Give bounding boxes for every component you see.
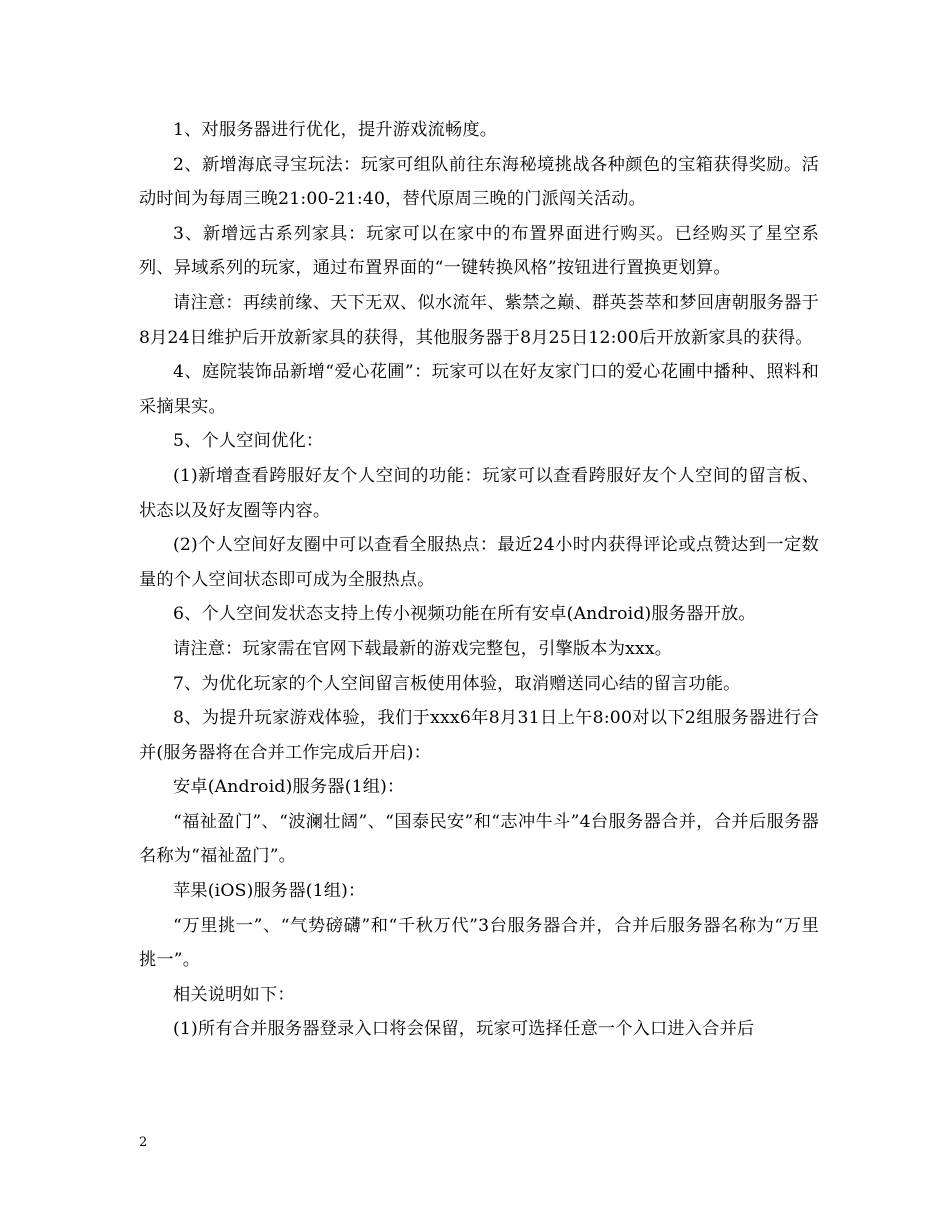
paragraph-notes-heading: 相关说明如下： [173,984,295,1005]
paragraph-personal-space: 5、个人空间优化： [173,431,324,452]
paragraph-android-merge: “福祉盈门”、“波澜壮阔”、“国泰民安”和“志冲牛斗”4台服务器合并，合并后服务器名称为“福祉盈门”。 [139,811,819,867]
paragraph-note-1: (1)所有合并服务器登录入口将会保留，玩家可选择任意一个入口进入合并后 [173,1019,755,1040]
paragraph-client-notice: 请注意：玩家需在官网下载最新的游戏完整包，引擎版本为xxx。 [173,638,673,659]
paragraph-ios-group: 苹果(iOS)服务器(1组)： [173,881,366,902]
paragraph-treasure-hunt: 2、新增海底寻宝玩法：玩家可组队前往东海秘境挑战各种颜色的宝箱获得奖励。活动时间为每周三晚21:00-21:40，替代原周三晚的门派闯关活动。 [139,154,819,210]
paragraph-server-merge: 8、为提升玩家游戏体验，我们于xxx6年8月31日上午8:00对以下2组服务器进行合并(服务器将在合并工作完成后开启)： [139,708,819,763]
paragraph-furniture-notice: 请注意：再续前缘、天下无双、似水流年、紫禁之巅、群英荟萃和梦回唐朝服务器于8月24日维护后开放新家具的获得，其他服务器于8月25日12:00后开放新家具的获得。 [139,292,819,348]
paragraph-ancient-furniture: 3、新增远古系列家具：玩家可以在家中的布置界面进行购买。已经购买了星空系列、异域系列的玩家，通过布置界面的“一键转换风格”按钮进行置换更划算。 [139,223,819,279]
paragraph-love-garden: 4、庭院装饰品新增“爱心花圃”：玩家可以在好友家门口的爱心花圃中播种、照料和采摘果实。 [139,362,819,417]
paragraph-android-group: 安卓(Android)服务器(1组)： [173,777,405,798]
page-number: 2 [139,1135,148,1150]
paragraph-cross-server-space: (1)新增查看跨服好友个人空间的功能：玩家可以查看跨服好友个人空间的留言板、状态以及好友圈等内容。 [139,465,819,521]
document-body [139,113,819,1047]
paragraph-ios-merge: “万里挑一”、“气势磅礴”和“千秋万代”3台服务器合并，合并后服务器名称为“万里挑一”。 [139,915,819,971]
paragraph-optimize-server: 1、对服务器进行优化，提升游戏流畅度。 [173,120,498,140]
paragraph-hot-topics: (2)个人空间好友圈中可以查看全服热点：最近24小时内获得评论或点赞达到一定数量的个人空间状态即可成为全服热点。 [139,535,819,590]
paragraph-message-board: 7、为优化玩家的个人空间留言板使用体验，取消赠送同心结的留言功能。 [173,673,741,694]
paragraph-video-upload: 6、个人空间发状态支持上传小视频功能在所有安卓(Android)服务器开放。 [173,604,756,625]
